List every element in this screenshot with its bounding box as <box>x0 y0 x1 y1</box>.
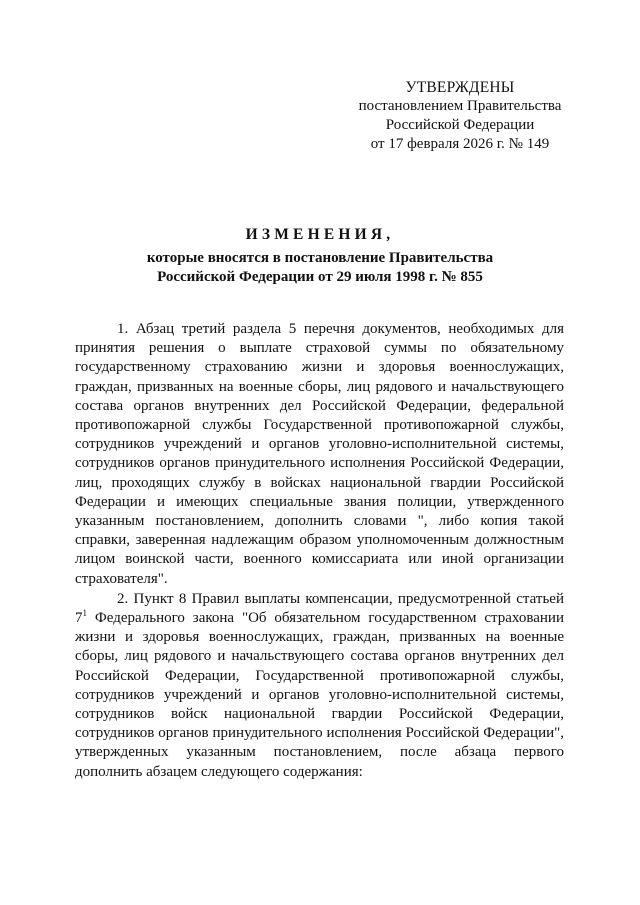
approval-line-2: постановлением Правительства <box>358 98 562 114</box>
subtitle-line-2: Российской Федерации от 29 июля 1998 г. № 855 <box>157 269 483 285</box>
document-title: ИЗМЕНЕНИЯ, <box>245 226 395 243</box>
approval-stamp <box>340 78 580 154</box>
approval-line-3: Российской Федерации <box>385 117 535 133</box>
paragraph-1: 1. Абзац третий раздела 5 перечня документов, необходимых для принятия решения о выплате страховой суммы по обязательному государственному страхованию жизни и здоровья военнослужащих, граждан, призванных на военные сборы, лиц рядового и начальствующего состава органов внутренних дел Российской Федерации, федеральной противопожарной службы Государственной противопожарной службы, сотрудников учреждений и органов уголовно-исполнительной системы, сотрудников органов принудительного исполнения Российской Федерации, лиц, проходящих службу в войсках национальной гвардии Российской Федерации и имеющих специальные звания полиции, утвержденного указанным постановлением, дополнить словами ", либо копия такой справки, заверенная надлежащим образом уполномоченным должностным лицом воинской части, военного комиссариата или иной организации страхователя". <box>75 321 564 587</box>
approval-heading: УТВЕРЖДЕНЫ <box>405 79 515 96</box>
paragraph-2-end: Федерального закона "Об обязательном государственном страховании жизни и здоровья военнослужащих, граждан, призванных на военные сборы, лиц рядового и начальствующего состава органов внутренних дел Российской Федерации, Государственной противопожарной службы, сотрудников учреждений и органов уголовно-исполнительной системы, сотрудников войск национальной гвардии Российской Федерации, сотрудников органов принудительного исполнения Российской Федерации", утвержденных указанным постановлением, после абзаца первого дополнить абзацем следующего содержания: <box>75 610 564 780</box>
superscript-marker: 1 <box>82 608 87 619</box>
document-subtitle <box>120 249 520 287</box>
subtitle-line-1: которые вносятся в постановление Правительства <box>146 250 494 266</box>
approval-line-4: от 17 февраля 2026 г. № 149 <box>370 136 550 152</box>
paragraph-2 <box>75 590 564 782</box>
paragraph-2-start: 2. Пункт 8 Правил выплаты компенсации, предусмотренной статьей 7 <box>75 590 564 627</box>
document-body <box>75 320 564 783</box>
